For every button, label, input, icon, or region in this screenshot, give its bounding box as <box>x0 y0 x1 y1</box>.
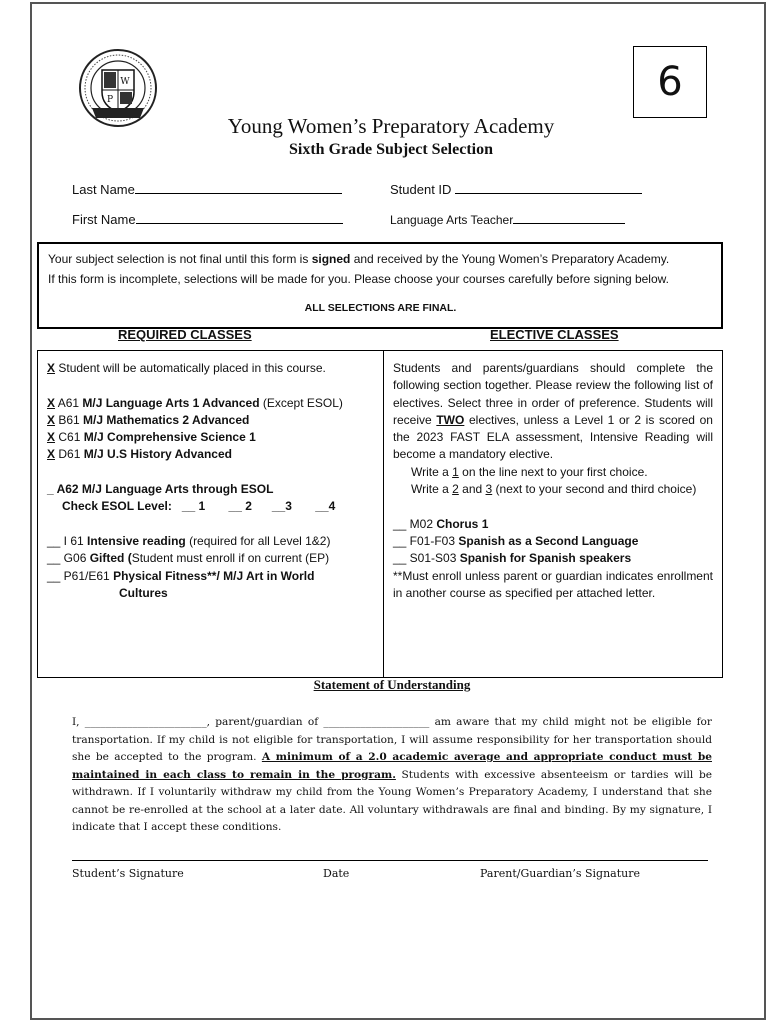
elective-classes-column <box>393 360 713 602</box>
auto-placement-note <box>47 360 377 377</box>
option-blank: __ M02 <box>393 516 437 531</box>
required-classes-heading: REQUIRED CLASSES <box>118 327 252 342</box>
statement-of-understanding <box>72 714 712 837</box>
checkmark: X <box>47 395 56 410</box>
option-blank: __ P61/E61 <box>47 568 114 583</box>
option-blank: __ F01-F03 <box>393 533 459 548</box>
grade-number-box <box>633 46 707 118</box>
instruction-text: Students and parents/guardians should complete the following section together. Please review the following list of electives. Select three in order of preference. Students will receive <box>393 361 713 427</box>
checkmark: X <box>47 361 56 375</box>
last-name-line[interactable] <box>135 181 342 194</box>
elective-classes-heading: ELECTIVE CLASSES <box>490 327 619 342</box>
student-id-label: Student ID <box>390 182 452 197</box>
first-name-label: First Name <box>72 212 136 227</box>
required-course-row <box>47 412 377 429</box>
required-course-row <box>47 446 377 463</box>
form-title: Sixth Grade Subject Selection <box>289 141 493 158</box>
language-arts-teacher-label: Language Arts Teacher <box>390 213 514 227</box>
student-id-field[interactable] <box>390 181 642 197</box>
instruction-text: (next to your second and third choice) <box>492 482 697 497</box>
course-note: Student must enroll if on current (EP) <box>131 551 330 566</box>
elective-name: Chorus 1 <box>436 516 489 531</box>
notice-signed-emphasis: signed <box>311 252 351 266</box>
statement-title: Statement of Understanding <box>313 677 471 692</box>
course-name-continued: Cultures <box>119 585 168 600</box>
elective-option-row[interactable] <box>393 533 713 550</box>
required-course-row <box>47 429 377 446</box>
checkmark: X <box>47 430 56 445</box>
signature-line[interactable] <box>72 860 708 861</box>
elective-instructions <box>393 360 713 464</box>
statement-text: Students with excessive absenteeism or tardies will be withdrawn. If I voluntarily withdraw my child from the Young Women’s Preparatory Academy, I understand that she cannot be re-enrolled at the school at a later date. All voluntary withdrawals are final and binding. By my signature, I indicate that I accept these conditions. <box>72 768 713 833</box>
option-course-row[interactable] <box>47 550 377 567</box>
notice-box <box>37 242 723 329</box>
notice-line-2: If this form is incomplete, selections will be made for you. Please choose your courses carefully before signing below. <box>48 272 669 286</box>
elective-footnote: **Must enroll unless parent or guardian indicates enrollment in another course as specified per attached letter. <box>393 568 713 600</box>
auto-placement-text: Student will be automatically placed in this course. <box>55 361 326 375</box>
elective-name: Spanish for Spanish speakers <box>459 551 632 566</box>
course-code: D61 <box>55 447 84 462</box>
instruction-text: electives, unless a Level 1 or 2 is scored on the 2023 FAST ELA assessment, Intensive Reading will become a mandatory elective. <box>393 412 713 462</box>
grade-number: 6 <box>657 59 683 105</box>
esol-level-selector[interactable]: Check ESOL Level: __ 1 __ 2 __3 __4 <box>62 499 336 514</box>
instruction-text: on the line next to your first choice. <box>458 464 648 479</box>
course-note: (required for all Level 1&2) <box>185 533 331 548</box>
option-course-row[interactable] <box>47 568 377 585</box>
notice-final: ALL SELECTIONS ARE FINAL. <box>304 302 457 314</box>
school-name: Young Women’s Preparatory Academy <box>227 114 555 138</box>
course-name: Gifted ( <box>89 551 132 566</box>
statement-text: I, _______________________, parent/guardian of ____________________ am aware that my child might not be eligible for transportation. If my child is not eligible for transportation, I will assume responsibility for her transportation should she be accepted to the program. <box>72 716 712 763</box>
checkmark: X <box>47 447 56 462</box>
last-name-field[interactable] <box>72 181 342 197</box>
option-course-row[interactable] <box>47 533 377 550</box>
option-blank: __ S01-S03 <box>393 551 460 566</box>
instruction-text: Write a <box>411 482 453 497</box>
course-note: (Except ESOL) <box>259 395 343 410</box>
svg-text:W: W <box>120 77 130 87</box>
course-name: M/J Comprehensive Science 1 <box>83 430 256 445</box>
svg-text:P: P <box>106 95 114 105</box>
course-name: Intensive reading <box>87 533 186 548</box>
second-third-choice-instruction <box>393 481 713 498</box>
student-signature-label: Student’s Signature <box>72 867 184 880</box>
notice-text: and received by the Young Women’s Preparatory Academy. <box>350 252 670 266</box>
instruction-text: Write a <box>411 464 453 479</box>
language-arts-teacher-line[interactable] <box>513 211 625 224</box>
instruction-text: and <box>458 482 486 497</box>
date-label: Date <box>323 867 350 880</box>
two-emphasis: TWO <box>436 412 465 427</box>
notice-text: Your subject selection is not final until this form is <box>48 252 312 266</box>
checkmark: X <box>47 412 56 427</box>
option-blank: __ G06 <box>47 551 90 566</box>
course-code: C61 <box>55 430 84 445</box>
elective-option-row[interactable] <box>393 550 713 567</box>
course-name: M/J Language Arts 1 Advanced <box>82 395 260 410</box>
required-course-row <box>47 395 377 412</box>
elective-option-row[interactable] <box>393 516 713 533</box>
course-code: B61 <box>55 412 84 427</box>
student-id-line[interactable] <box>455 181 642 194</box>
column-divider <box>383 350 384 678</box>
first-name-field[interactable] <box>72 211 343 227</box>
elective-name: Spanish as a Second Language <box>458 533 639 548</box>
parent-signature-label: Parent/Guardian’s Signature <box>480 867 640 880</box>
required-classes-column <box>47 360 377 602</box>
first-name-line[interactable] <box>136 211 343 224</box>
esol-course[interactable]: _ A62 M/J Language Arts through ESOL <box>47 482 274 497</box>
statement-emphasis: A minimum of a 2.0 academic average and appropriate conduct must be maintained in each class to remain in the program. <box>72 751 712 781</box>
course-name: M/J Mathematics 2 Advanced <box>83 412 250 427</box>
language-arts-teacher-field[interactable] <box>390 211 625 227</box>
choice-number: 3 <box>485 482 493 497</box>
course-name: M/J U.S History Advanced <box>83 447 232 462</box>
choice-number: 1 <box>452 464 459 479</box>
choice-number: 2 <box>452 482 459 497</box>
last-name-label: Last Name <box>72 182 135 197</box>
first-choice-instruction <box>393 464 713 481</box>
course-code: A61 <box>55 395 83 410</box>
option-blank: __ I 61 <box>47 533 88 548</box>
notice-line-1 <box>48 249 713 269</box>
course-name: Physical Fitness**/ M/J Art in World <box>113 568 315 583</box>
